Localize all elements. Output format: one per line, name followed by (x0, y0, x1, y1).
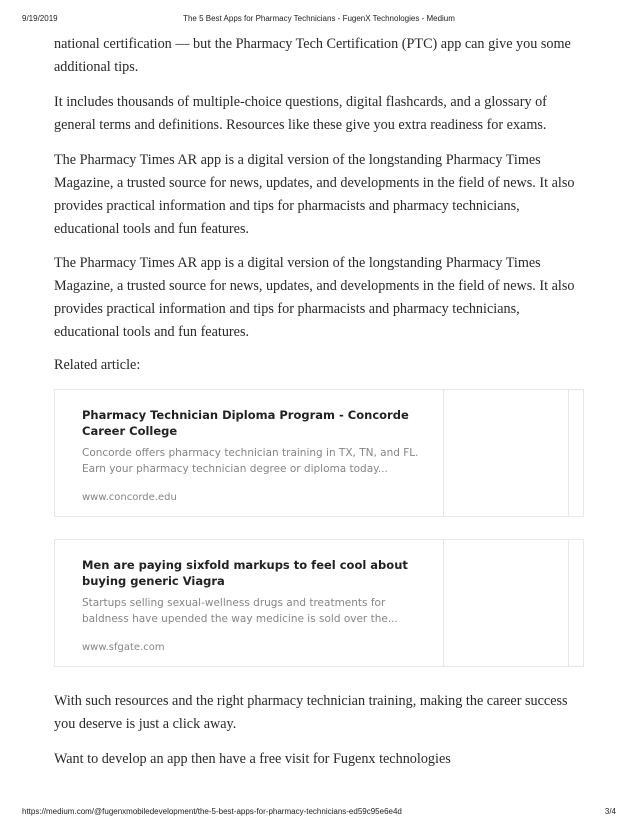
print-date: 9/19/2019 (22, 14, 58, 23)
related-link-card-concorde[interactable] (54, 389, 584, 517)
print-page-number: 3/4 (604, 807, 616, 816)
paragraph-pharmacy-times-2: The Pharmacy Times AR app is a digital version of the longstanding Pharmacy Times Magazine, a trusted source for news, updates, and developments in the field of news. It also provides practical information and tips for pharmacists and pharmacy technicians, educational tools and fun features. (54, 255, 575, 340)
card-description: Concorde offers pharmacy technician training in TX, TN, and FL. Earn your pharmacy technician degree or diploma today... (82, 447, 419, 475)
paragraph-pharmacy-times-1: The Pharmacy Times AR app is a digital version of the longstanding Pharmacy Times Magazine, a trusted source for news, updates, and developments in the field of news. It also provides practical information and tips for pharmacists and pharmacy technicians, educational tools and fun features. (54, 152, 575, 237)
paragraph-call-to-action: Want to develop an app then have a free visit for Fugenx technologies (54, 751, 451, 767)
paragraph-closing: With such resources and the right pharmacy technician training, making the career success you deserve is just a click away. (54, 693, 568, 732)
card-body (82, 557, 427, 655)
card-url[interactable]: www.concorde.edu (82, 492, 177, 503)
card-title[interactable]: Pharmacy Technician Diploma Program - Concorde Career College (82, 408, 409, 438)
card-title[interactable]: Men are paying sixfold markups to feel cool about buying generic Viagra (82, 558, 408, 588)
print-footer (22, 807, 616, 816)
paragraph-ptc-features: It includes thousands of multiple-choice questions, digital flashcards, and a glossary of general terms and definitions. Resources like these give you extra readiness for exams. (54, 94, 547, 133)
print-header (22, 14, 616, 23)
related-link-card-sfgate[interactable] (54, 539, 584, 667)
related-article-label: Related article: (54, 357, 141, 373)
card-url[interactable]: www.sfgate.com (82, 642, 165, 653)
print-url: https://medium.com/@fugenxmobiledevelopment/the-5-best-apps-for-pharmacy-technicians-ed59c95e6e4d (22, 807, 402, 816)
card-thumbnail (443, 390, 569, 516)
card-thumbnail (443, 540, 569, 666)
paragraph-ptc-tips: national certification — but the Pharmacy Tech Certification (PTC) app can give you some additional tips. (54, 36, 571, 75)
card-description: Startups selling sexual-wellness drugs and treatments for baldness have upended the way medicine is sold over the... (82, 597, 398, 625)
print-page-title: The 5 Best Apps for Pharmacy Technicians - FugenX Technologies - Medium (183, 14, 455, 23)
card-body (82, 407, 427, 505)
